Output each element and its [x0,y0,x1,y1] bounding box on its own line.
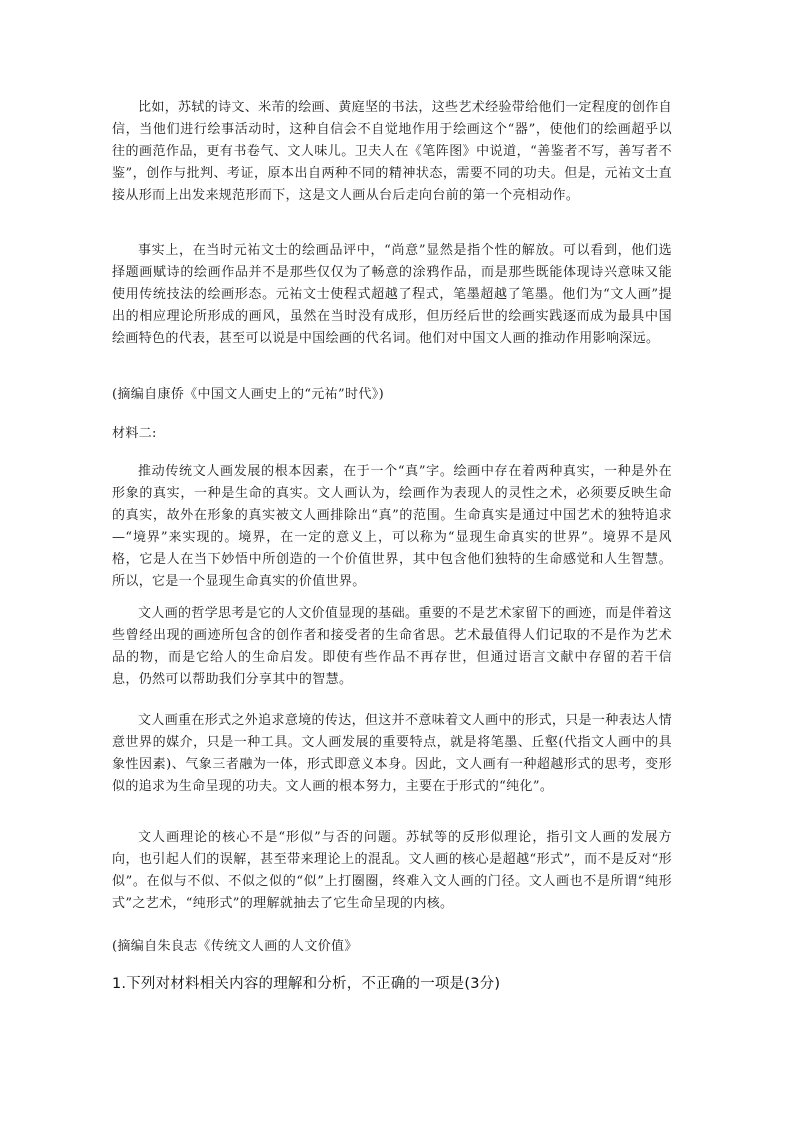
paragraph-3: 推动传统文人画发展的根本因素，在于一个“真”字。绘画中存在着两种真实，一种是外在形象的真实，一种是生命的真实。文人画认为，绘画作为表现人的灵性之术，必须要反映生命的真实，故外在形象的真实被文人画排除出“真”的范围。生命真实是通过中国艺术的独特追求—“境界”来实现的。境界，在一定的意义上，可以称为“显现生命真实的世界”。境界不是风格，它是人在当下妙悟中所创造的一个价值世界，其中包含他们独特的生命感觉和人生智慧。所以，它是一个显现生命真实的价值世界。 [112,464,672,589]
paragraph-5: 文人画重在形式之外追求意境的传达，但这并不意味着文人画中的形式，只是一种表达人情意世界的媒介，只是一种工具。文人画发展的重要特点，就是将笔墨、丘壑(代指文人画中的具象性因素)、气象三者融为一体，形式即意义本身。因此，文人画有一种超越形式的思考，变形似的追求为生命呈现的功夫。文人画的根本努力，主要在于形式的“纯化”。 [112,713,673,794]
paragraph-6: 文人画理论的核心不是“形似”与否的问题。苏轼等的反形似理论，指引文人画的发展方向，也引起人们的误解，甚至带来理论上的混乱。文人画的核心是超越“形式”，而不是反对“形似”。在似与不似、不似之似的“似”上打圈圈，终难入文人画的门径。文人画也不是所谓“纯形式”之艺术，“纯形式”的理解就抽去了它生命呈现的内核。 [112,830,672,911]
paragraph-4: 文人画的哲学思考是它的人文价值显现的基础。重要的不是艺术家留下的画迹，而是伴着这些曾经出现的画迹所包含的创作者和接受者的生命省思。艺术最值得人们记取的不是作为艺术品的物，而是它给人的生命启发。即使有些作品不再存世，但通过语言文献中存留的若干信息，仍然可以帮助我们分享其中的智慧。 [112,606,673,687]
paragraph-1: 比如，苏轼的诗文、米芾的绘画、黄庭坚的书法，这些艺术经验带给他们一定程度的创作自信，当他们进行绘事活动时，这种自信会不自觉地作用于绘画这个“器”，使他们的绘画超乎以往的画范作品，更有书卷气、文人味儿。卫夫人在《笔阵图》中说道，“善鉴者不写，善写者不鉴”，创作与批判、考证，原本出自两种不同的精神状态，需要不同的功夫。但是，元祐文士直接从形而上出发来规范形而下，这是文人画从台后走向台前的第一个亮相动作。 [112,100,673,203]
material-two-heading: 材料二: [112,426,157,441]
paragraph-2: 事实上，在当时元祐文士的绘画品评中，“尚意”显然是指个性的解放。可以看到，他们选择题画赋诗的绘画作品并不是那些仅仅为了畅意的涂鸦作品，而是那些既能体现诗兴意味又能使用传统技法的绘画形态。元祐文士使程式超越了程式，笔墨超越了笔墨。他们为“文人画”提出的相应理论所形成的画风，虽然在当时没有成形，但历经后世的绘画实践逐而成为最具中国绘画特色的代表，甚至可以说是中国绘画的代名词。他们对中国文人画的推动作用影响深远。 [112,243,672,346]
question-1: 1.下列对材料相关内容的理解和分析，不正确的一项是(3分) [112,976,501,992]
source-citation-2: (摘编自朱良志《传统文人画的人文价值》 [112,939,358,954]
source-citation-1: (摘编自康侨《中国文人画史上的“元祐”时代》) [112,387,384,402]
